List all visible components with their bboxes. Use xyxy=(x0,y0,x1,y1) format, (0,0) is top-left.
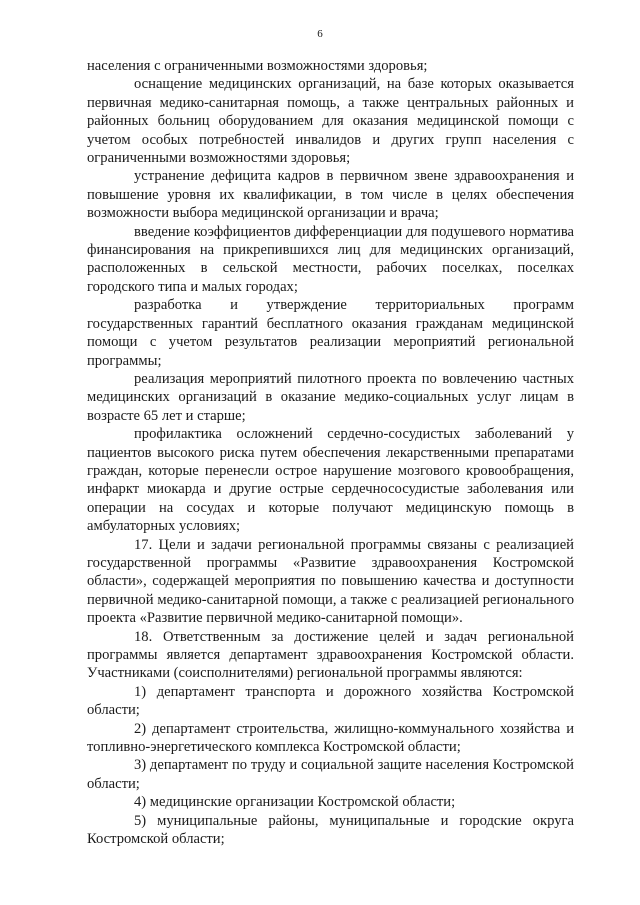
paragraph-equipment: оснащение медицинских организаций, на базе которых оказывается первичная медико-санитарная помощь, а также центральных районных и районных больниц оборудованием для оказания медицинской помощи с учетом особых потребностей инвалидов и других групп населения с ограниченными возможностями здоровья; xyxy=(87,76,574,167)
paragraph-continuation: населения с ограниченными возможностями здоровья; xyxy=(87,58,428,74)
list-item-3: 3) департамент по труду и социальной защите населения Костромской области; xyxy=(87,757,574,792)
paragraph-item-18: 18. Ответственным за достижение целей и задач региональной программы является департамент здравоохранения Костромской области. Участниками (соисполнителями) региональной программы являются: xyxy=(87,628,574,682)
list-item-1: 1) департамент транспорта и дорожного хозяйства Костромской области; xyxy=(87,683,574,719)
paragraph-staffing: устранение дефицита кадров в первичном звене здравоохранения и повышение уровня их квалификации, в том числе в целях обеспечения возможности выбора медицинской организации и врача; xyxy=(87,168,574,222)
document-body xyxy=(87,57,574,848)
paragraph-coefficients: введение коэффициентов дифференциации для подушевого норматива финансирования на прикрепившихся лиц для медицинских организаций, расположенных в сельской местности, рабочих поселках, поселках городского типа и малых городах; xyxy=(87,223,574,295)
paragraph-item-17: 17. Цели и задачи региональной программы связаны с реализацией государственной программы «Развитие здравоохранения Костромской области», содержащей мероприятия по повышению качества и доступности первичной медико-санитарной помощи, а также с реализацией регионального проекта «Развитие первичной медико-санитарной помощи». xyxy=(87,536,574,627)
list-item-2: 2) департамент строительства, жилищно-коммунального хозяйства и топливно-энергетического комплекса Костромской области; xyxy=(87,720,574,756)
paragraph-prevention: профилактика осложнений сердечно-сосудистых заболеваний у пациентов высокого риска путем обеспечения лекарственными препаратами граждан, которые перенесли острое нарушение мозгового кровообращения, инфаркт миокарда и другие острые сердечнососудистые заболевания или операции на сосудах и которые получают медицинскую помощь в амбулаторных условиях; xyxy=(87,426,574,535)
paragraph-territorial-programs: разработка и утверждение территориальных программ государственных гарантий бесплатного оказания гражданам медицинской помощи с учетом результатов реализации мероприятий региональной программы; xyxy=(87,297,574,369)
page-number: 6 xyxy=(317,28,323,40)
list-item-4: 4) медицинские организации Костромской области; xyxy=(134,794,456,811)
list-item-5: 5) муниципальные районы, муниципальные и городские округа Костромской области; xyxy=(87,812,574,848)
paragraph-pilot-project: реализация мероприятий пилотного проекта по вовлечению частных медицинских организаций в оказание медико-социальных услуг лицам в возрасте 65 лет и старше; xyxy=(87,370,574,424)
